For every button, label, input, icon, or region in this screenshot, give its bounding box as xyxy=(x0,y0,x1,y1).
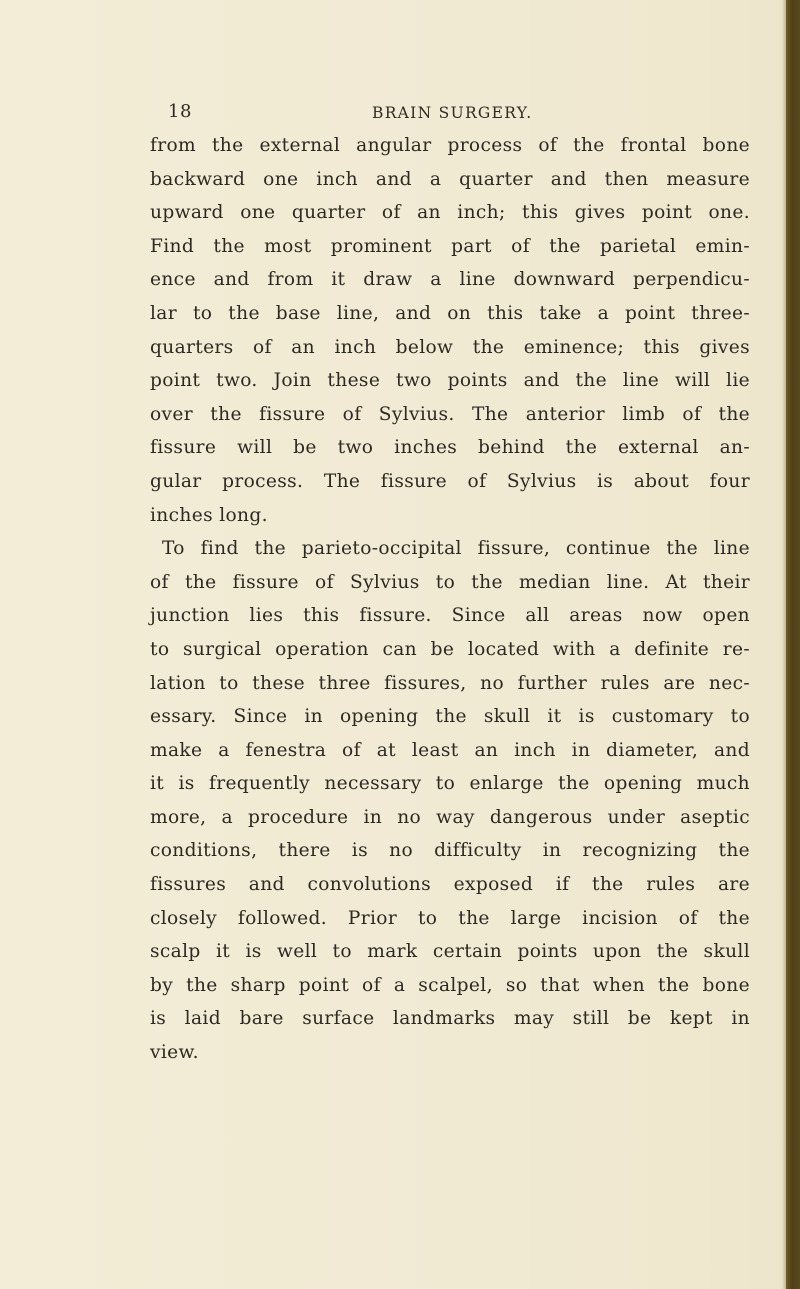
running-head: BRAIN SURGERY. xyxy=(372,104,533,122)
page-edge xyxy=(786,0,800,1289)
text-line: of the fissure of Sylvius to the median line. At their xyxy=(150,571,750,593)
text-line: Find the most prominent part of the parietal emin- xyxy=(150,235,750,257)
text-line: fissure will be two inches behind the external an- xyxy=(150,437,750,459)
text-line: quarters of an inch below the eminence; this gives xyxy=(150,336,750,358)
text-line: scalp it is well to mark certain points upon the skull xyxy=(150,941,750,963)
text-line: by the sharp point of a scalpel, so that when the bone xyxy=(150,974,750,996)
text-line: point two. Join these two points and the line will lie xyxy=(150,370,750,392)
text-line: upward one quarter of an inch; this gives point one. xyxy=(150,202,750,224)
text-line: gular process. The fissure of Sylvius is about four xyxy=(150,470,750,492)
text-line: To find the parieto-occipital fissure, continue the line xyxy=(162,538,750,560)
text-line: backward one inch and a quarter and then measure xyxy=(150,168,750,190)
text-line: over the fissure of Sylvius. The anterior limb of the xyxy=(150,403,750,425)
text-line: view. xyxy=(150,1042,199,1064)
text-line: ence and from it draw a line downward perpendicu- xyxy=(150,269,750,291)
text-line: to surgical operation can be located with a definite re- xyxy=(150,638,750,660)
text-line: junction lies this fissure. Since all areas now open xyxy=(150,605,750,627)
text-line: lation to these three fissures, no further rules are nec- xyxy=(150,672,750,694)
text-line: from the external angular process of the frontal bone xyxy=(150,135,750,156)
text-line: conditions, there is no difficulty in recognizing the xyxy=(150,840,750,862)
text-line: more, a procedure in no way dangerous under aseptic xyxy=(150,806,750,828)
text-line: lar to the base line, and on this take a point three- xyxy=(150,302,750,324)
text-line: inches long. xyxy=(150,504,268,526)
body-text xyxy=(150,129,750,1070)
page-number: 18 xyxy=(168,101,192,122)
text-line: closely followed. Prior to the large incision of the xyxy=(150,907,750,929)
text-line: is laid bare surface landmarks may still be kept in xyxy=(150,1008,750,1030)
text-line: it is frequently necessary to enlarge the opening much xyxy=(150,773,750,795)
text-line: make a fenestra of at least an inch in diameter, and xyxy=(150,739,750,761)
text-line: essary. Since in opening the skull it is customary to xyxy=(150,706,750,728)
text-line: fissures and convolutions exposed if the rules are xyxy=(150,874,750,896)
